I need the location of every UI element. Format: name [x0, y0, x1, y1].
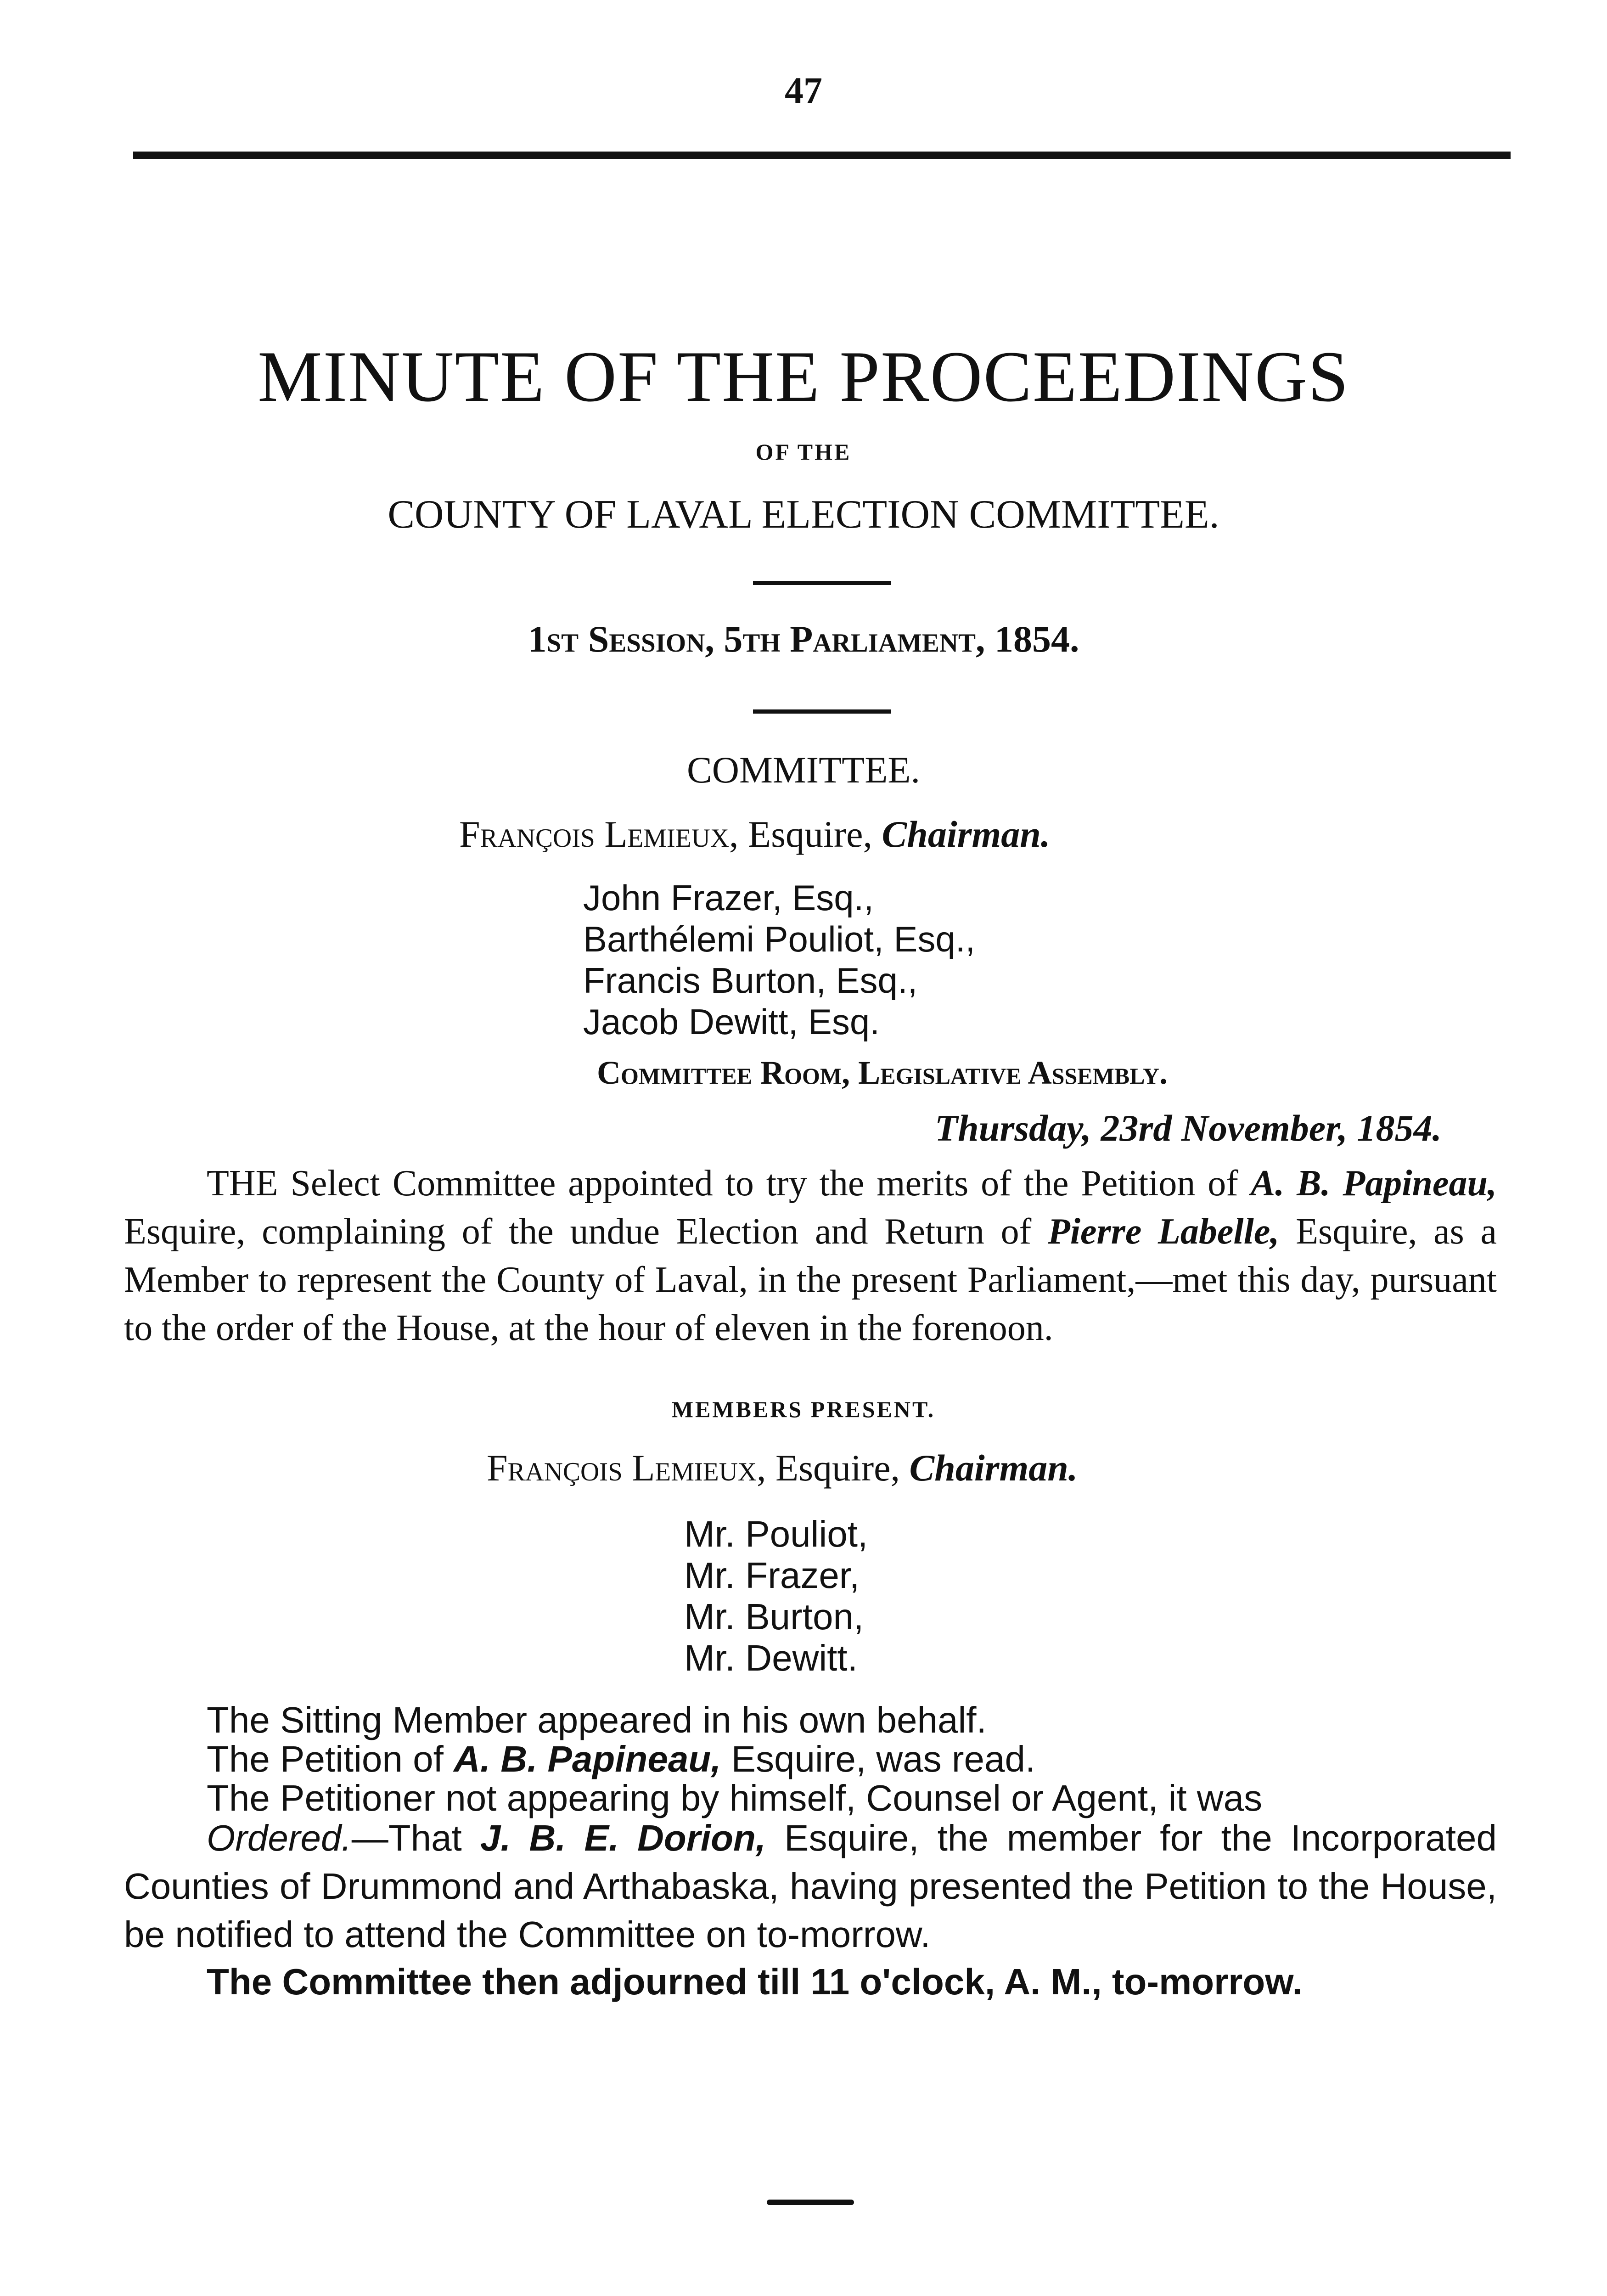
paragraph-text: Esquire, as a Member to represent the County of Laval, in the present Parliament,—met this day, pursuant to the order of the House, at the hour of eleven in the forenoon.: [124, 1211, 1497, 1348]
member-present: Mr. Pouliot,: [684, 1514, 868, 1554]
members-present-chairman: [487, 1446, 1078, 1490]
header-rule: [133, 152, 1511, 159]
opening-paragraph: [124, 1159, 1497, 1352]
petition-read-entry: [207, 1738, 1035, 1780]
adjournment-entry: The Committee then adjourned till 11 o'clock, A. M., to-morrow.: [207, 1961, 1303, 2002]
closing-rule: [767, 2200, 854, 2205]
meeting-date: Thursday, 23rd November, 1854.: [935, 1107, 1442, 1149]
section-rule-2: [753, 709, 891, 714]
ordered-entry: [124, 1814, 1497, 1958]
member-present: Mr. Frazer,: [684, 1555, 860, 1596]
sitting-member-entry: The Sitting Member appeared in his own behalf.: [207, 1699, 987, 1740]
chairman-name: François Lemieux: [487, 1447, 757, 1489]
paragraph-text: THE Select Committee appointed to try the merits of the Petition of: [207, 1163, 1251, 1204]
chairman-suffix: , Esquire,: [729, 813, 882, 855]
committee-room: Committee Room, Legislative Assembly.: [597, 1054, 1168, 1091]
petitioner-name: A. B. Papineau,: [454, 1739, 721, 1779]
ordered-label: Ordered.: [207, 1818, 352, 1858]
entry-text: Esquire, the member for the Incorporated Counties of Drummond and Arthabaska, having presented the Petition to the House, be notified to attend the Committee on to-morrow.: [124, 1818, 1497, 1955]
petitioner-absent-entry: The Petitioner not appearing by himself, Counsel or Agent, it was: [207, 1778, 1263, 1818]
committee-member: Francis Burton, Esq.,: [583, 960, 918, 1001]
petitioner-name: A. B. Papineau,: [1250, 1163, 1497, 1204]
committee-heading: COMMITTEE.: [687, 749, 920, 791]
member-present: Mr. Burton,: [684, 1596, 864, 1637]
session-line: 1st Session, 5th Parliament, 1854.: [528, 618, 1079, 660]
dorion-name: J. B. E. Dorion,: [480, 1818, 766, 1858]
committee-chairman: [459, 813, 1050, 856]
chairman-role: Chairman.: [882, 813, 1051, 855]
page-number: 47: [785, 69, 822, 111]
document-subtitle: COUNTY OF LAVAL ELECTION COMMITTEE.: [388, 492, 1219, 537]
entry-text: The Petition of: [207, 1739, 454, 1779]
section-rule-1: [753, 581, 891, 585]
chairman-name: François Lemieux: [459, 813, 730, 855]
title-connector: OF THE: [755, 439, 852, 465]
committee-member: Jacob Dewitt, Esq.: [583, 1002, 880, 1042]
members-present-heading: MEMBERS PRESENT.: [671, 1396, 936, 1422]
document-title: MINUTE OF THE PROCEEDINGS: [258, 337, 1349, 417]
member-name: Pierre Labelle,: [1047, 1211, 1280, 1252]
committee-member: John Frazer, Esq.,: [583, 878, 874, 918]
chairman-suffix: , Esquire,: [757, 1447, 910, 1489]
chairman-role: Chairman.: [909, 1447, 1078, 1489]
entry-text: Esquire, was read.: [721, 1739, 1036, 1779]
paragraph-text: Esquire, complaining of the undue Election and Return of: [124, 1211, 1048, 1252]
member-present: Mr. Dewitt.: [684, 1638, 858, 1678]
committee-member: Barthélemi Pouliot, Esq.,: [583, 919, 976, 959]
entry-text: —That: [351, 1818, 480, 1858]
